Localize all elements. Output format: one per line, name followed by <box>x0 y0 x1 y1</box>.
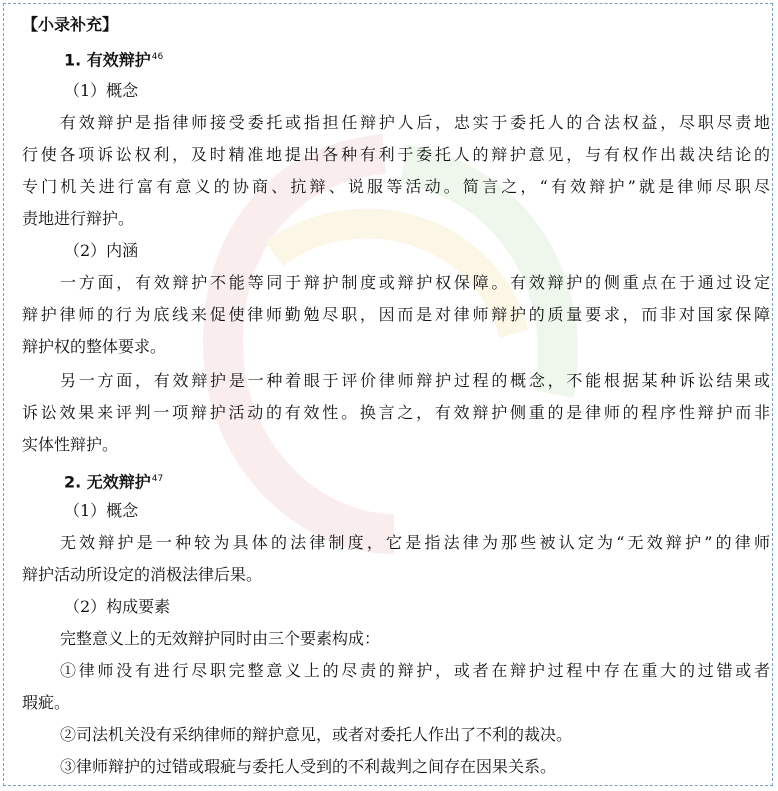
header-label: 【小录补充】 <box>22 15 119 34</box>
element-item-3: ③律师辩护的过错或瑕疵与委托人受到的不利裁判之间存在因果关系。 <box>60 757 557 776</box>
subsection-1-1: （1）概念 <box>64 81 139 100</box>
para2-line2: 辩护律师的行为底线来促使律师勤勉尽职，因而是对律师辩护的质量要求，而非对国家保障 <box>22 305 770 324</box>
para5: 完整意义上的无效辩护同时由三个要素构成： <box>60 629 381 648</box>
subsection-2-2: （2）构成要素 <box>64 597 171 616</box>
subsection-1-2: （2）内涵 <box>64 241 139 260</box>
para2-line3: 辩护权的整体要求。 <box>22 337 167 356</box>
element-item-1-line1: ①律师没有进行尽职完整意义上的尽责的辩护，或者在辩护过程中存在重大的过错或者 <box>60 661 770 680</box>
para2-line1: 一方面，有效辩护不能等同于辩护制度或辩护权保障。有效辩护的侧重点在于通过设定 <box>60 273 770 292</box>
para3-line1: 另一方面，有效辩护是一种着眼于评价律师辩护过程的概念，不能根据某种诉讼结果或 <box>60 371 770 390</box>
section-title-2: 2. 无效辩护$^{47}$ <box>64 472 164 492</box>
para4-line1: 无效辩护是一种较为具体的法律制度，它是指法律为那些被认定为“无效辩护”的律师 <box>60 533 770 552</box>
para1-line4: 责地进行辩护。 <box>22 209 135 228</box>
subsection-2-1: （1）概念 <box>64 501 139 520</box>
document-page <box>3 3 773 786</box>
para1-line3: 专门机关进行富有意义的协商、抗辩、说服等活动。简言之，“有效辩护”就是律师尽职尽 <box>22 177 770 196</box>
section-title-1: 1. 有效辩护$^{46}$ <box>64 50 164 70</box>
footnote-ref-1: 46 <box>151 52 164 62</box>
para3-line3: 实体性辩护。 <box>22 435 119 454</box>
para1-line2: 行使各项诉讼权利，及时精准地提出各种有利于委托人的辩护意见，与有权作出裁决结论的 <box>22 145 770 164</box>
para3-line2: 诉讼效果来评判一项辩护活动的有效性。换言之，有效辩护侧重的是律师的程序性辩护而非 <box>22 403 770 422</box>
element-item-2: ②司法机关没有采纳律师的辩护意见，或者对委托人作出了不利的裁决。 <box>60 725 573 744</box>
para4-line2: 辩护活动所设定的消极法律后果。 <box>22 565 263 584</box>
para1-line1: 有效辩护是指律师接受委托或指担任辩护人后，忠实于委托人的合法权益，尽职尽责地 <box>60 113 770 132</box>
element-item-1-line2: 瑕疵。 <box>22 693 71 712</box>
footnote-ref-2: 47 <box>151 474 164 484</box>
